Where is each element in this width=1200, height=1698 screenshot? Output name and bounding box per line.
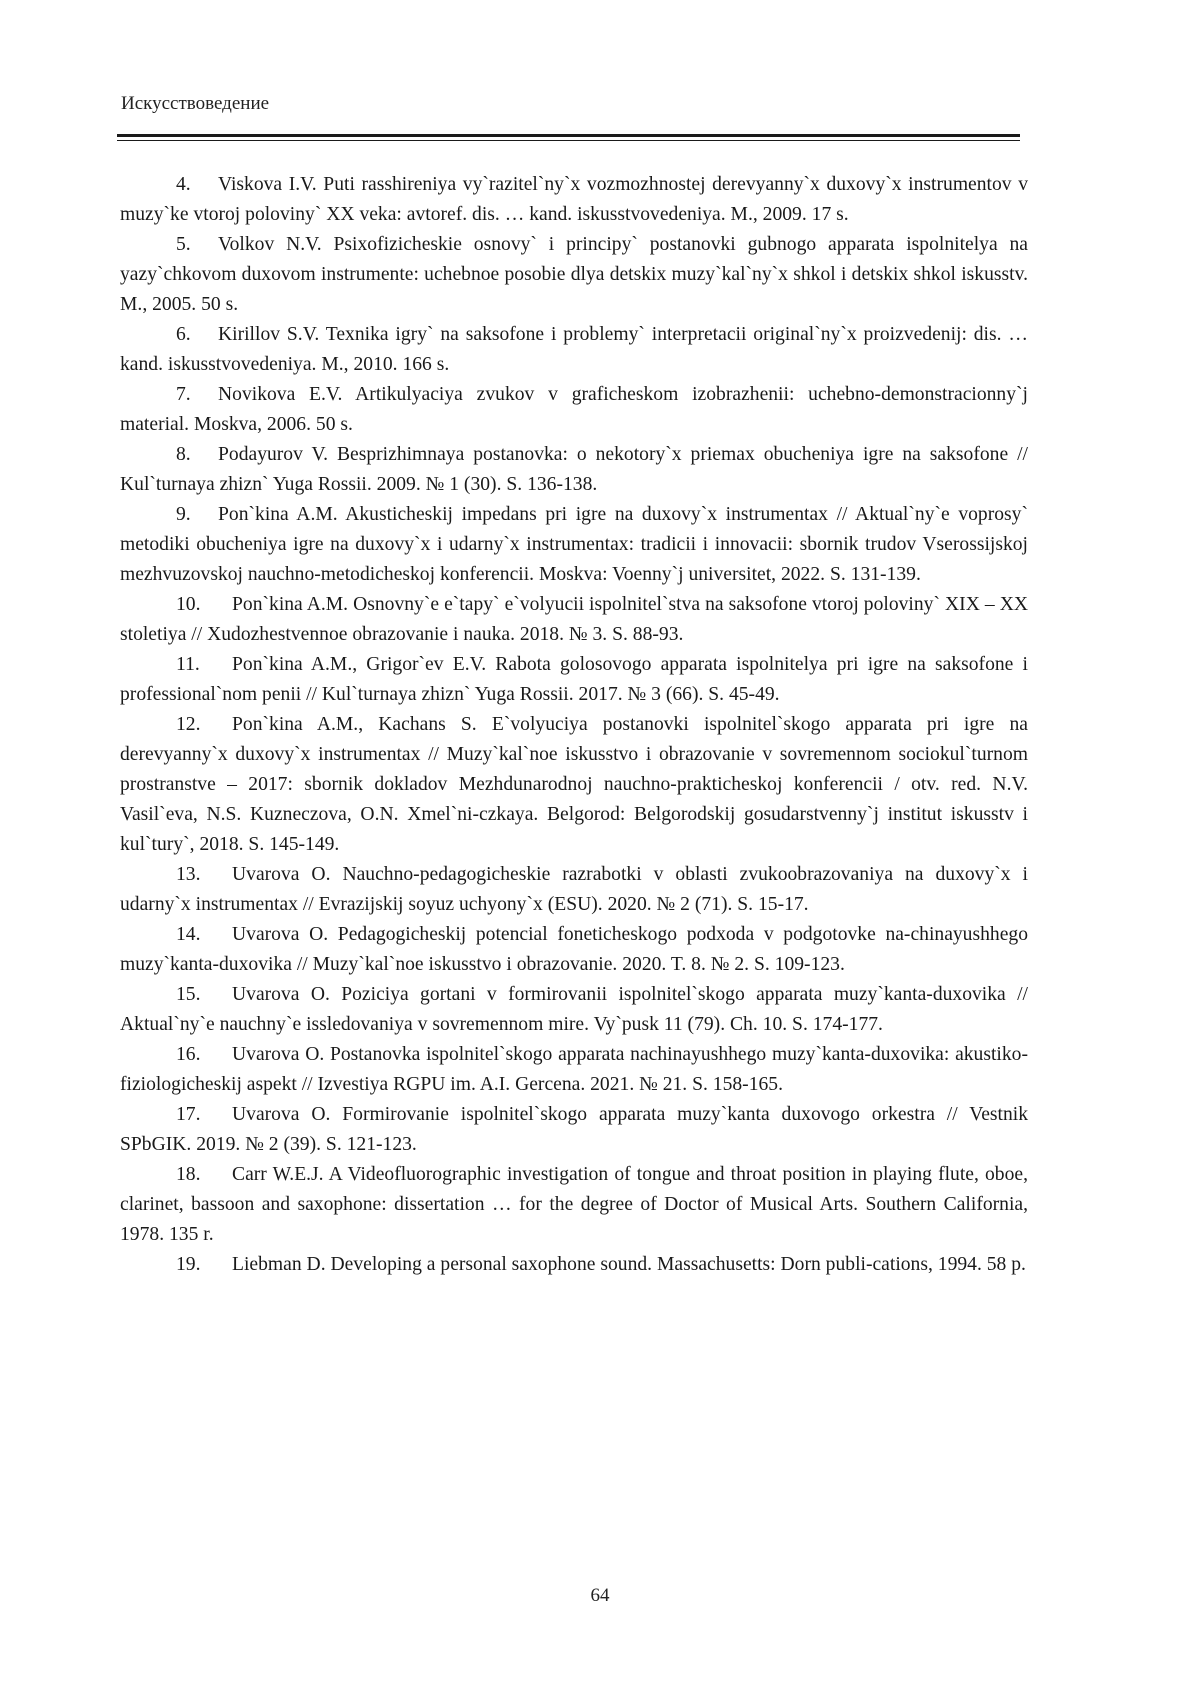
reference-text: Uvarova O. Postanovka ispolnitel`skogo apparata nachinayushhego muzy`kanta-duxovika: akustiko-fiziologicheskij aspekt // Izvestiya RGPU im. A.I. Gercena. 2021. № 21. S. 158-165. (120, 1044, 1028, 1095)
reference-text: Uvarova O. Poziciya gortani v formirovanii ispolnitel`skogo apparata muzy`kanta-duxovika // Aktual`ny`e nauchny`e issledovaniya v sovremennom mire. Vy`pusk 11 (79). Ch. 10. S. 174-177. (120, 984, 1028, 1035)
page-number: 64 (590, 1585, 610, 1606)
reference-item (120, 440, 1028, 500)
reference-item (120, 500, 1028, 590)
reference-number: 13. (176, 864, 201, 885)
reference-text: Liebman D. Developing a personal saxophone sound. Massachusetts: Dorn publi-cations, 1994. 58 p. (232, 1254, 1026, 1275)
reference-number: 17. (176, 1104, 201, 1125)
reference-item (120, 1160, 1028, 1250)
reference-number: 16. (176, 1044, 201, 1065)
reference-number: 5. (176, 234, 191, 255)
reference-item (120, 230, 1028, 320)
reference-number: 8. (176, 444, 191, 465)
reference-number: 4. (176, 174, 191, 195)
reference-item (120, 380, 1028, 440)
reference-number: 10. (176, 594, 201, 615)
reference-text: Viskova I.V. Puti rasshireniya vy`razitel`ny`x vozmozhnostej derevyanny`x duxovy`x instrumentov v muzy`ke vtoroj poloviny` XX veka: avtoref. dis. … kand. iskusstvovedeniya. M., 2009. 17 s. (120, 174, 1028, 225)
reference-item (120, 1250, 1028, 1280)
reference-item (120, 920, 1028, 980)
reference-number: 18. (176, 1164, 201, 1185)
header-rule-thin (117, 140, 1020, 141)
reference-item (120, 170, 1028, 230)
reference-item (120, 710, 1028, 860)
reference-text: Volkov N.V. Psixofizicheskie osnovy` i principy` postanovki gubnogo apparata ispolnitelya na yazy`chkovom duxovom instrumente: uchebnoe posobie dlya detskix muzy`kal`ny`x shkol i detskix shkol iskusstv. M., 2005. 50 s. (120, 234, 1028, 315)
reference-number: 7. (176, 384, 191, 405)
reference-item (120, 320, 1028, 380)
reference-number: 19. (176, 1254, 201, 1275)
header-rule-thick (117, 134, 1020, 137)
reference-text: Pon`kina A.M., Grigor`ev E.V. Rabota golosovogo apparata ispolnitelya pri igre na saksofone i professional`nom penii // Kul`turnaya zhizn` Yuga Rossii. 2017. № 3 (66). S. 45-49. (120, 654, 1028, 705)
reference-number: 12. (176, 714, 201, 735)
reference-text: Pon`kina A.M., Kachans S. E`volyuciya postanovki ispolnitel`skogo apparata pri igre na derevyanny`x duxovy`x instrumentax // Muzy`kal`noe iskusstvo i obrazovanie v sovremennom sociokul`turnom prostranstve – 2017: sbornik dokladov Mezhdunarodnoj nauchno-prakticheskoj konferencii / otv. red. N.V. Vasil`eva, N.S. Kuzneczova, O.N. Xmel`ni-czkaya. Belgorod: Belgorodskij gosudarstvenny`j institut iskusstv i kul`tury`, 2018. S. 145-149. (120, 714, 1028, 855)
reference-item (120, 590, 1028, 650)
reference-text: Uvarova O. Formirovanie ispolnitel`skogo apparata muzy`kanta duxovogo orkestra // Vestnik SPbGIK. 2019. № 2 (39). S. 121-123. (120, 1104, 1028, 1155)
reference-item (120, 1100, 1028, 1160)
reference-number: 15. (176, 984, 201, 1005)
reference-text: Uvarova O. Pedagogicheskij potencial foneticheskogo podxoda v podgotovke na-chinayushhego muzy`kanta-duxovika // Muzy`kal`noe iskusstvo i obrazovanie. 2020. T. 8. № 2. S. 109-123. (120, 924, 1028, 975)
reference-item (120, 860, 1028, 920)
reference-item (120, 1040, 1028, 1100)
reference-text: Carr W.E.J. A Videofluorographic investigation of tongue and throat position in playing flute, oboe, clarinet, bassoon and saxophone: dissertation … for the degree of Doctor of Musical Arts. Southern California, 1978. 135 r. (120, 1164, 1028, 1245)
reference-text: Podayurov V. Besprizhimnaya postanovka: o nekotory`x priemax obucheniya igre na saksofone // Kul`turnaya zhizn` Yuga Rossii. 2009. № 1 (30). S. 136-138. (120, 444, 1028, 495)
reference-item (120, 980, 1028, 1040)
reference-text: Uvarova O. Nauchno-pedagogicheskie razrabotki v oblasti zvukoobrazovaniya na duxovy`x i udarny`x instrumentax // Evrazijskij soyuz uchyony`x (ESU). 2020. № 2 (71). S. 15-17. (120, 864, 1028, 915)
reference-item (120, 650, 1028, 710)
reference-text: Kirillov S.V. Texnika igry` na saksofone i problemy` interpretacii original`ny`x proizvedenij: dis. … kand. iskusstvovedeniya. M., 2010. 166 s. (120, 324, 1028, 375)
reference-text: Novikova E.V. Artikulyaciya zvukov v graficheskom izobrazhenii: uchebno-demonstracionny`j material. Moskva, 2006. 50 s. (120, 384, 1028, 435)
reference-text: Pon`kina A.M. Akusticheskij impedans pri igre na duxovy`x instrumentax // Aktual`ny`e voprosy` metodiki obucheniya igre na duxovy`x i udarny`x instrumentax: tradicii i innovacii: sbornik trudov Vserossijskoj mezhvuzovskoj nauchno-metodicheskoj konferencii. Moskva: Voenny`j universitet, 2022. S. 131-139. (120, 504, 1028, 585)
reference-number: 14. (176, 924, 201, 945)
reference-number: 9. (176, 504, 191, 525)
reference-number: 6. (176, 324, 191, 345)
reference-text: Pon`kina A.M. Osnovny`e e`tapy` e`volyucii ispolnitel`stva na saksofone vtoroj poloviny` XIX – XX stoletiya // Xudozhestvennoe obrazovanie i nauka. 2018. № 3. S. 88-93. (120, 594, 1028, 645)
reference-list (120, 170, 1028, 1280)
running-header: Искусствоведение (121, 93, 270, 114)
reference-number: 11. (176, 654, 200, 675)
